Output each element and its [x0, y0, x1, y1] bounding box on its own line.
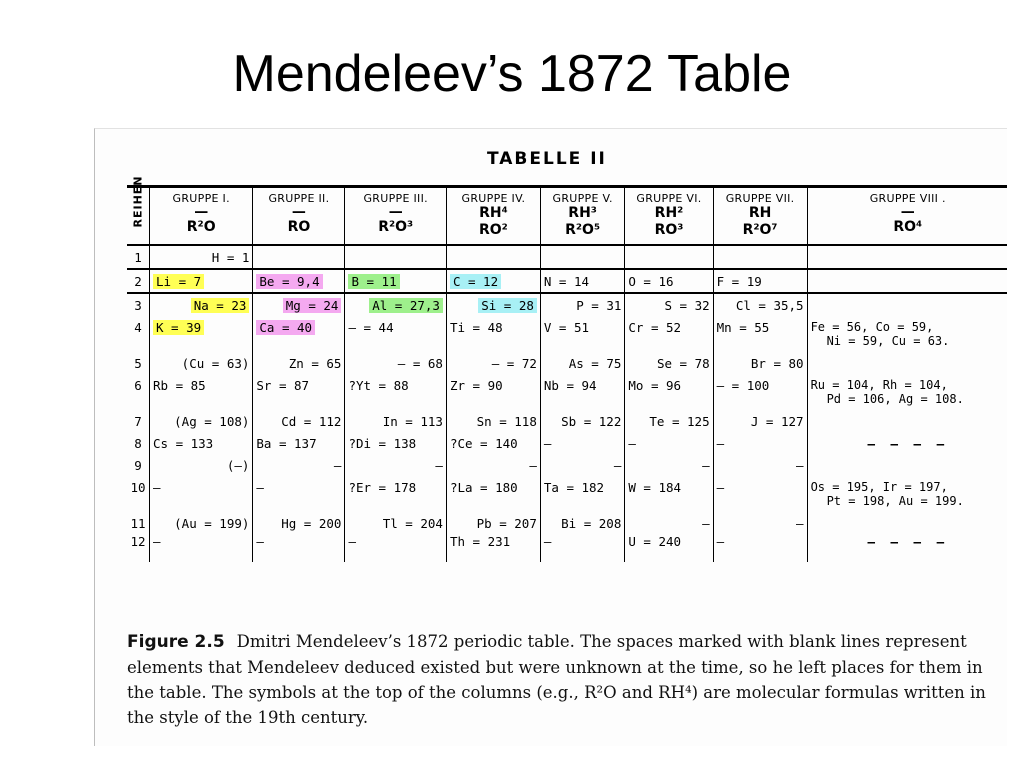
element-cell: As = 75 [540, 352, 625, 374]
caption-text: Dmitri Mendeleev’s 1872 periodic table. The spaces marked with blank lines represent elements that Mendeleev deduced existed but were unknown at the time, so he left places for them in the table. The symbols at the top of the columns (e.g., R²O and RH⁴) are molecular formulas written in the style of the 19th century. [127, 632, 986, 727]
element-cell: W = 184 [625, 476, 713, 498]
element-cell: Ta = 182 [540, 476, 625, 498]
highlighted-element: Be = 9,4 [256, 274, 322, 289]
element-cell [253, 269, 345, 293]
element-cell: (—) [150, 454, 253, 476]
element-cell [345, 269, 446, 293]
group-header: GRUPPE VIII . — RO⁴ [807, 187, 1007, 246]
element-cell: Br = 80 [713, 352, 807, 374]
table-row [127, 512, 1007, 534]
element-cell: (Au = 199) [150, 512, 253, 534]
highlighted-element: B = 11 [348, 274, 399, 289]
element-cell [807, 454, 1007, 476]
element-cell [253, 316, 345, 338]
table-row [127, 316, 1007, 338]
element-cell: Cs = 133 [150, 432, 253, 454]
element-cell: — [540, 534, 625, 562]
element-cell: O = 16 [625, 269, 713, 293]
table-row [127, 432, 1007, 454]
element-cell: — [345, 454, 446, 476]
element-cell: (Cu = 63) [150, 352, 253, 374]
element-cell: Zr = 90 [446, 374, 540, 396]
element-cell: H = 1 [150, 245, 253, 269]
element-cell: — = 68 [345, 352, 446, 374]
element-cell: — [253, 476, 345, 498]
element-cell: Hg = 200 [253, 512, 345, 534]
element-cell: — [713, 512, 807, 534]
element-cell: Ba = 137 [253, 432, 345, 454]
element-cell [807, 410, 1007, 432]
element-cell [625, 245, 713, 269]
element-cell: J = 127 [713, 410, 807, 432]
element-cell: Cr = 52 [625, 316, 713, 338]
row-number: 8 [134, 435, 142, 451]
highlighted-element: Al = 27,3 [369, 298, 443, 313]
slide-title: Mendeleev’s 1872 Table [232, 45, 792, 103]
element-cell [253, 245, 345, 269]
element-cell: ?Er = 178 [345, 476, 446, 498]
periodic-table [127, 174, 1007, 562]
element-cell [713, 245, 807, 269]
element-cell: ?Yt = 88 [345, 374, 446, 396]
element-cell: Te = 125 [625, 410, 713, 432]
element-cell: — [540, 432, 625, 454]
element-cell: ?La = 180 [446, 476, 540, 498]
element-cell: Cl = 35,5 [713, 293, 807, 316]
table-row [127, 454, 1007, 476]
row-number: 10 [130, 479, 146, 495]
element-cell [345, 293, 446, 316]
group-header: GRUPPE II. — RO [253, 187, 345, 246]
element-cell [540, 245, 625, 269]
element-cell: — [713, 476, 807, 498]
element-cell [446, 245, 540, 269]
table-row [127, 245, 1007, 269]
figure-caption [127, 629, 997, 730]
element-cell: In = 113 [345, 410, 446, 432]
reihen-header [127, 174, 150, 246]
table-row [127, 374, 1007, 396]
table-row [127, 410, 1007, 432]
element-cell [807, 293, 1007, 316]
element-cell: — [625, 512, 713, 534]
group-viii-cell: Os = 195, Ir = 197, Pt = 198, Au = 199. [807, 476, 1007, 512]
row-number: 9 [134, 457, 142, 473]
highlighted-element: Li = 7 [153, 274, 204, 289]
blank-lines: — — — — [807, 432, 1007, 454]
table-row [127, 534, 1007, 562]
element-cell: — [253, 534, 345, 562]
element-cell [253, 293, 345, 316]
element-cell: Se = 78 [625, 352, 713, 374]
element-cell: S = 32 [625, 293, 713, 316]
group-header: GRUPPE V. RH³ R²O⁵ [540, 187, 625, 246]
table-row [127, 293, 1007, 316]
table-row [127, 269, 1007, 293]
element-cell [807, 245, 1007, 269]
element-cell: — [625, 432, 713, 454]
element-cell: F = 19 [713, 269, 807, 293]
row-number: 4 [134, 319, 142, 335]
element-cell: (Ag = 108) [150, 410, 253, 432]
group-header-row [127, 187, 1007, 246]
element-cell [150, 269, 253, 293]
element-cell: U = 240 [625, 534, 713, 562]
element-cell: — = 72 [446, 352, 540, 374]
element-cell: ?Ce = 140 [446, 432, 540, 454]
row-number: 12 [130, 534, 146, 549]
row-number: 1 [134, 249, 142, 265]
element-cell [446, 293, 540, 316]
row-number: 5 [134, 355, 142, 371]
element-cell [446, 269, 540, 293]
element-cell [807, 512, 1007, 534]
blank-lines: — — — — [807, 534, 1007, 562]
highlighted-element: Ca = 40 [256, 320, 315, 335]
table-heading: TABELLE II [487, 149, 607, 169]
element-cell: P = 31 [540, 293, 625, 316]
element-cell [807, 352, 1007, 374]
group-header: GRUPPE VII. RH R²O⁷ [713, 187, 807, 246]
element-cell: Pb = 207 [446, 512, 540, 534]
element-cell: Sn = 118 [446, 410, 540, 432]
element-cell: N = 14 [540, 269, 625, 293]
element-cell: Rb = 85 [150, 374, 253, 396]
group-header: GRUPPE III. — R²O³ [345, 187, 446, 246]
element-cell: — [713, 454, 807, 476]
element-cell: — [446, 454, 540, 476]
row-number: 11 [130, 515, 146, 531]
reihen-label: REIHEN [131, 174, 145, 227]
element-cell: — [713, 432, 807, 454]
element-cell: Zn = 65 [253, 352, 345, 374]
group-header: GRUPPE IV. RH⁴ RO² [446, 187, 540, 246]
element-cell: Mn = 55 [713, 316, 807, 338]
element-cell: Sb = 122 [540, 410, 625, 432]
highlighted-element: Mg = 24 [283, 298, 342, 313]
element-cell: V = 51 [540, 316, 625, 338]
element-cell: Cd = 112 [253, 410, 345, 432]
element-cell [150, 316, 253, 338]
table-scan-image [94, 128, 1007, 746]
element-cell: Sr = 87 [253, 374, 345, 396]
element-cell: — [625, 454, 713, 476]
element-cell [150, 293, 253, 316]
group-viii-cell: Fe = 56, Co = 59, Ni = 59, Cu = 63. [807, 316, 1007, 352]
element-cell: — [713, 534, 807, 562]
element-cell [345, 245, 446, 269]
element-cell: Tl = 204 [345, 512, 446, 534]
row-number: 2 [127, 269, 150, 293]
table-row [127, 352, 1007, 374]
element-cell: — [150, 534, 253, 562]
element-cell: — [540, 454, 625, 476]
row-number: 3 [127, 293, 150, 316]
group-viii-cell: Ru = 104, Rh = 104, Pd = 106, Ag = 108. [807, 374, 1007, 410]
element-cell: Mo = 96 [625, 374, 713, 396]
element-cell: — [253, 454, 345, 476]
element-cell: — [345, 534, 446, 562]
group-header: GRUPPE VI. RH² RO³ [625, 187, 713, 246]
element-cell: Bi = 208 [540, 512, 625, 534]
group-header: GRUPPE I. — R²O [150, 187, 253, 246]
element-cell: ?Di = 138 [345, 432, 446, 454]
highlighted-element: K = 39 [153, 320, 204, 335]
highlighted-element: Na = 23 [191, 298, 250, 313]
element-cell: — = 44 [345, 316, 446, 338]
element-cell: — = 100 [713, 374, 807, 396]
table-row [127, 476, 1007, 498]
element-cell: Nb = 94 [540, 374, 625, 396]
element-cell: — [150, 476, 253, 498]
element-cell: Ti = 48 [446, 316, 540, 338]
figure-label: Figure 2.5 [127, 632, 225, 652]
element-cell [807, 269, 1007, 293]
row-number: 6 [134, 377, 142, 393]
highlighted-element: Si = 28 [478, 298, 537, 313]
element-cell: Th = 231 [446, 534, 540, 562]
row-number: 7 [134, 413, 142, 429]
highlighted-element: C = 12 [450, 274, 501, 289]
